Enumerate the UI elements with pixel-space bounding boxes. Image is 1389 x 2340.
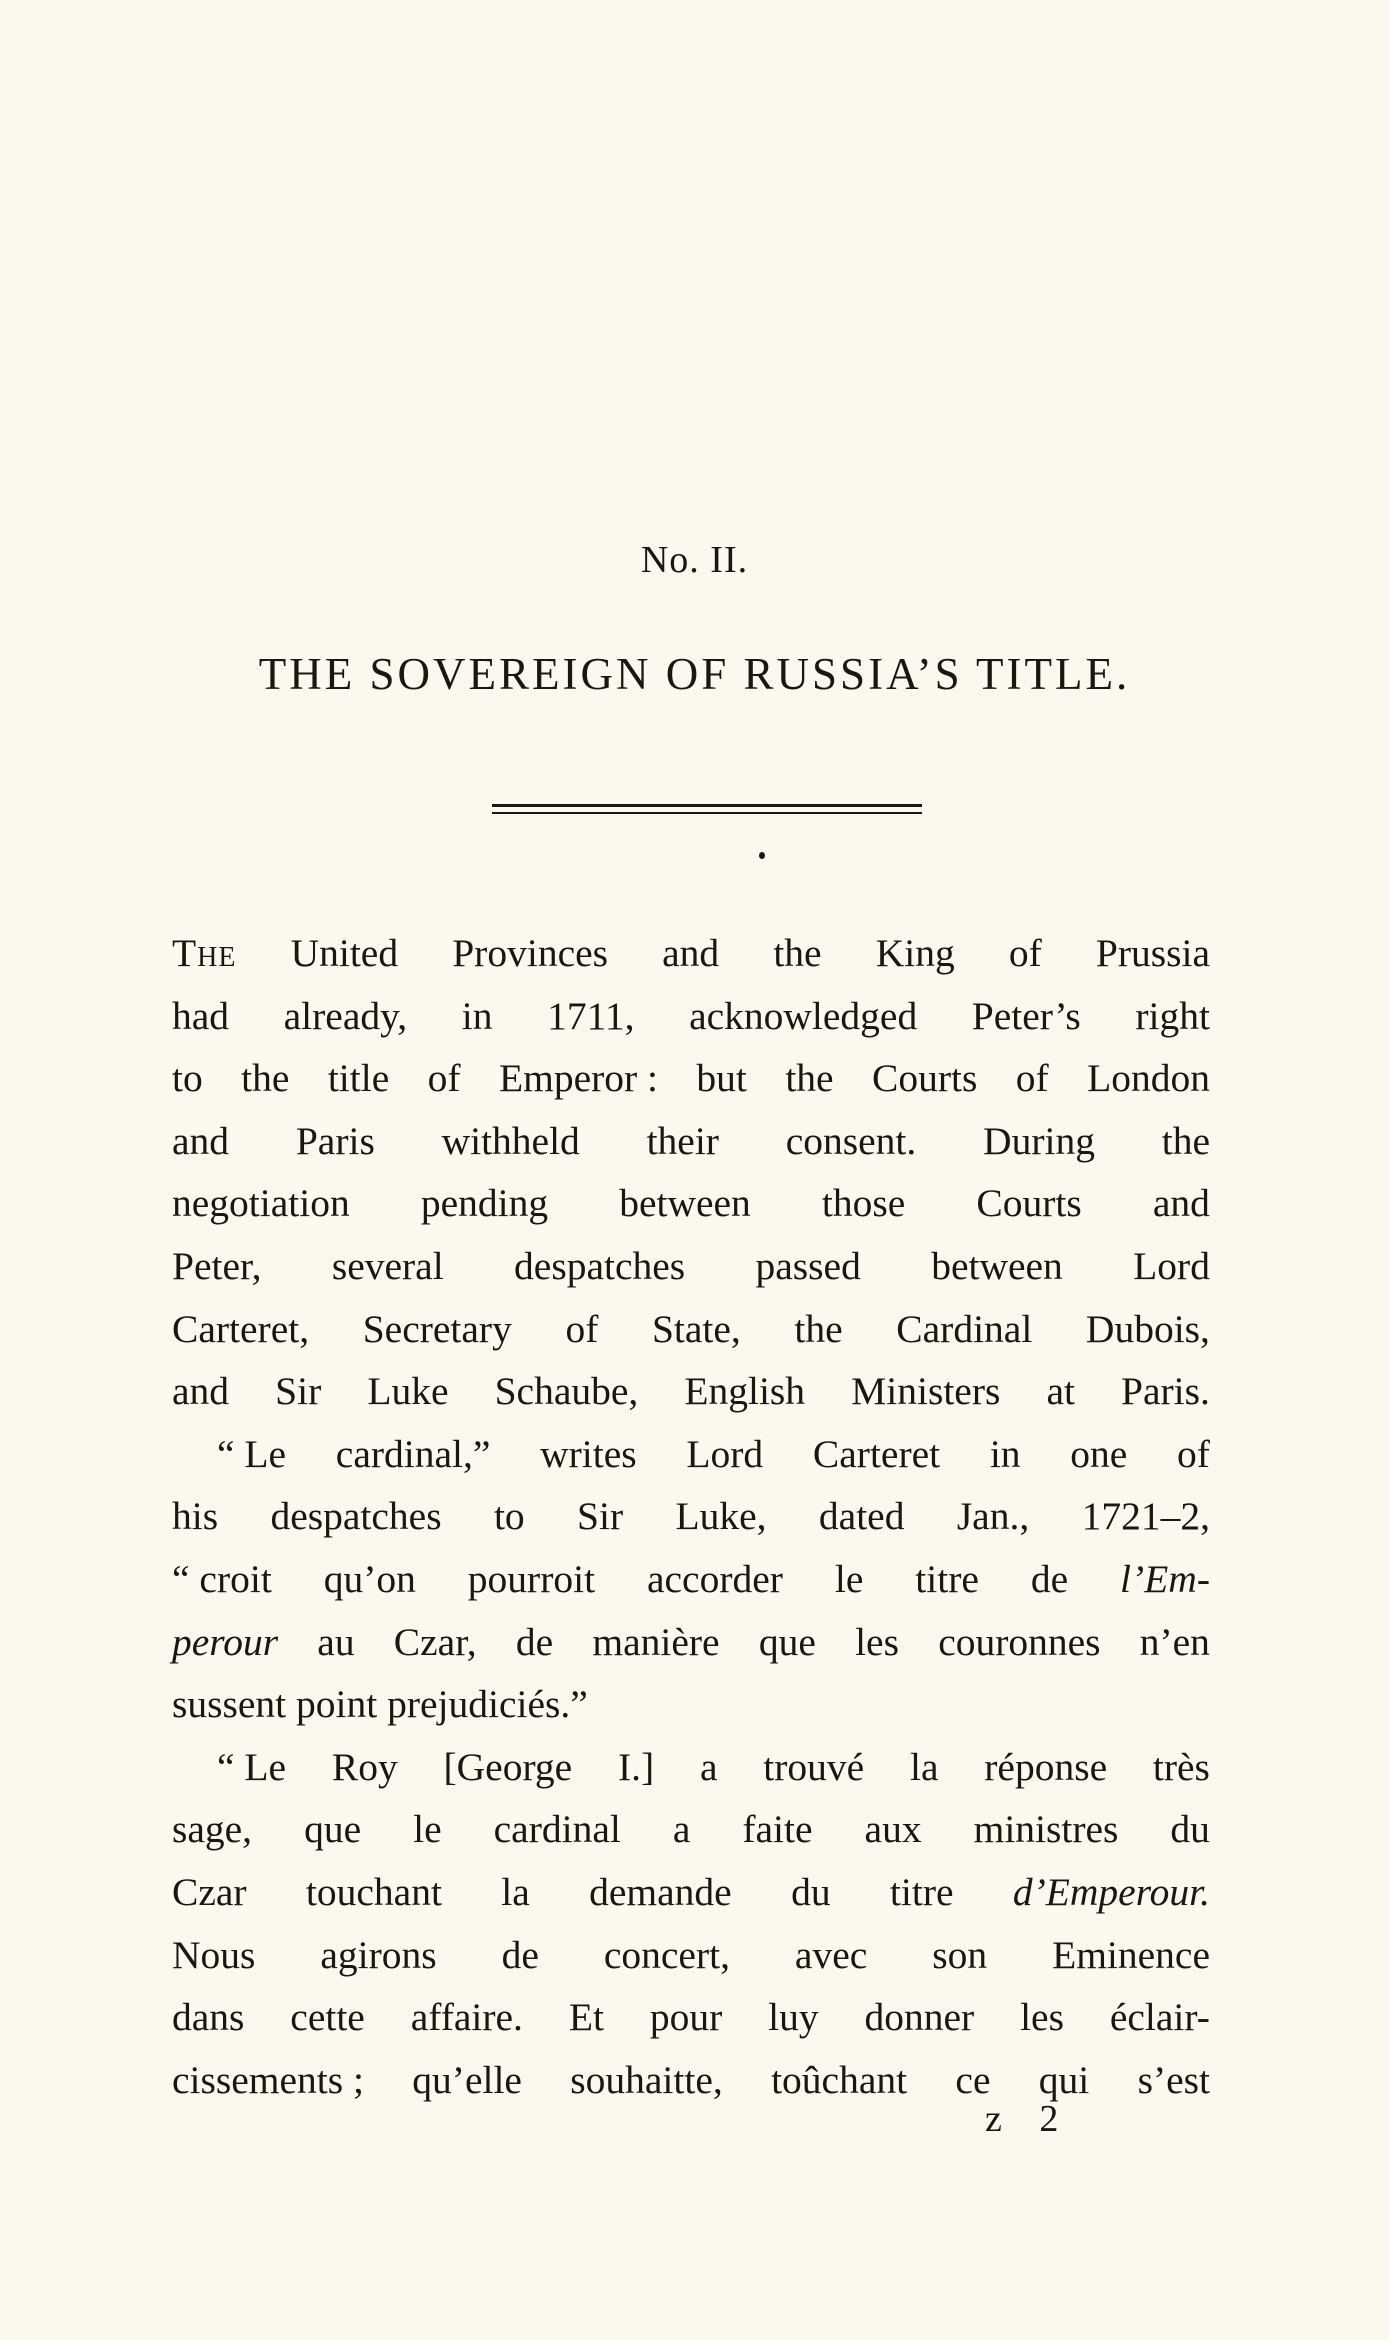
word: United	[290, 931, 399, 975]
word: “ Le	[217, 1431, 287, 1476]
word: withheld	[441, 1118, 580, 1163]
word: consent.	[785, 1118, 917, 1163]
word: had	[172, 993, 230, 1038]
word: the	[241, 1056, 290, 1101]
word: de	[501, 1932, 539, 1977]
word: son	[932, 1932, 988, 1977]
word: Czar,	[393, 1619, 477, 1664]
word: n’en	[1139, 1619, 1210, 1664]
word: King	[875, 931, 955, 975]
word: concert,	[603, 1932, 730, 1977]
word: State,	[651, 1306, 741, 1351]
text-line	[172, 1047, 1210, 1110]
text-line	[172, 1548, 1210, 1611]
signature-mark: z 2	[985, 2098, 1073, 2140]
text-line	[172, 985, 1210, 1048]
word: très	[1152, 1744, 1210, 1789]
word: to	[493, 1494, 525, 1539]
word: in	[989, 1431, 1021, 1476]
word: Peter,	[172, 1243, 262, 1288]
word: pour	[649, 1995, 723, 2040]
word: accorder	[646, 1556, 783, 1601]
word: and	[172, 1118, 230, 1163]
text-line	[172, 1423, 1210, 1486]
word: donner	[864, 1995, 975, 2040]
word: titre	[915, 1556, 979, 1601]
word: avec	[794, 1932, 868, 1977]
word: le	[413, 1807, 442, 1852]
word: qu’elle	[412, 2057, 522, 2102]
word: Sir	[577, 1494, 624, 1539]
word: au	[317, 1619, 355, 1664]
word: of	[427, 1056, 461, 1101]
word: of	[1015, 1056, 1049, 1101]
word: the	[794, 1306, 843, 1351]
word: trouvé	[763, 1744, 865, 1789]
word: Eminence	[1052, 1932, 1210, 1977]
word: toûchant	[771, 2057, 908, 2102]
word: Paris	[295, 1118, 375, 1163]
rule-line-top	[492, 804, 922, 807]
word: Carteret	[812, 1431, 941, 1476]
word: les	[855, 1619, 899, 1664]
word: and	[172, 1369, 230, 1414]
word: cardinal	[493, 1807, 621, 1852]
word: the	[1161, 1118, 1210, 1163]
word: dated	[818, 1494, 905, 1539]
word: at	[1046, 1369, 1075, 1414]
text-line	[172, 1861, 1210, 1924]
word: of	[565, 1306, 599, 1351]
word: affaire.	[410, 1995, 523, 2040]
word: qui	[1038, 2057, 1090, 2102]
word: 1711,	[547, 993, 635, 1038]
word: passed	[755, 1243, 861, 1288]
word: and	[1152, 1181, 1210, 1226]
word: Lord	[1133, 1243, 1210, 1288]
word: cissements ;	[172, 2057, 364, 2102]
double-rule-divider	[492, 804, 922, 818]
word: Nous	[172, 1932, 256, 1977]
word: but	[696, 1056, 747, 1101]
word: Courts	[871, 1056, 978, 1101]
word: and	[662, 931, 720, 975]
word: sussent point prejudiciés.”	[172, 1682, 588, 1727]
word: Secretary	[362, 1306, 512, 1351]
ink-dot	[759, 852, 765, 859]
text-line	[172, 1485, 1210, 1548]
word: a	[672, 1807, 691, 1852]
word: acknowledged	[689, 993, 918, 1038]
word: que	[758, 1619, 816, 1664]
word: of	[1177, 1431, 1210, 1476]
word: to	[172, 1056, 203, 1101]
word: cette	[290, 1995, 365, 2040]
word: Luke,	[675, 1494, 767, 1539]
text-line	[172, 1736, 1210, 1799]
word: During	[983, 1118, 1095, 1163]
rule-line-bottom	[492, 812, 922, 814]
word: Sir	[275, 1369, 322, 1414]
word: pending	[420, 1181, 549, 1226]
word: those	[821, 1181, 906, 1226]
word: the	[785, 1056, 834, 1101]
word: du	[791, 1869, 831, 1914]
word: a	[699, 1744, 718, 1789]
word: 1721–2,	[1081, 1494, 1210, 1539]
text-line	[172, 1360, 1210, 1423]
word: cardinal,”	[335, 1431, 491, 1476]
text-line	[172, 1172, 1210, 1235]
word: Peter’s	[971, 993, 1081, 1038]
word: de	[515, 1619, 554, 1664]
word: Carteret,	[172, 1306, 310, 1351]
word: agirons	[320, 1932, 437, 1977]
word: Ministers	[851, 1369, 1001, 1414]
word: English	[684, 1369, 806, 1414]
word: dans	[172, 1995, 245, 2040]
word: de	[1030, 1556, 1069, 1601]
word: aux	[864, 1807, 922, 1852]
word: Emperor :	[498, 1056, 659, 1101]
text-line	[172, 1798, 1210, 1861]
word: Luke	[367, 1369, 449, 1414]
word: souhaitte,	[570, 2057, 723, 2102]
appendix-number: No. II.	[640, 539, 749, 581]
text-line	[172, 1924, 1210, 1987]
word: l’Em-	[1120, 1556, 1210, 1601]
word: Et	[568, 1995, 604, 2040]
word: writes	[540, 1431, 637, 1476]
word: demande	[589, 1869, 732, 1914]
text-line	[172, 1611, 1210, 1674]
word: Roy	[331, 1744, 398, 1789]
word: luy	[768, 1995, 819, 2040]
word: sage,	[172, 1807, 253, 1852]
word: Lord	[686, 1431, 764, 1476]
word: [George	[443, 1744, 573, 1789]
word: between	[619, 1181, 751, 1226]
word: London	[1087, 1056, 1210, 1101]
word: between	[931, 1243, 1063, 1288]
word: s’est	[1137, 2057, 1210, 2102]
word: despatches	[270, 1494, 442, 1539]
word: their	[646, 1118, 719, 1163]
word: d’Emperour.	[1012, 1869, 1210, 1914]
word: right	[1135, 993, 1210, 1038]
word: réponse	[984, 1744, 1108, 1789]
text-line	[172, 1298, 1210, 1361]
word: du	[1170, 1807, 1210, 1852]
word: negotiation	[172, 1181, 350, 1226]
word: the	[773, 931, 822, 975]
word: despatches	[514, 1243, 686, 1288]
word: title	[327, 1056, 390, 1101]
word: Schaube,	[494, 1369, 639, 1414]
text-line	[172, 1235, 1210, 1298]
word: Provinces	[452, 931, 609, 975]
word: que	[304, 1807, 362, 1852]
word: one	[1070, 1431, 1128, 1476]
word: titre	[889, 1869, 954, 1914]
word: faite	[742, 1807, 813, 1852]
word: manière	[592, 1619, 720, 1664]
word: le	[834, 1556, 864, 1601]
word: Paris.	[1121, 1369, 1210, 1414]
word: The	[172, 931, 237, 975]
text-line	[172, 1986, 1210, 2049]
body-paragraphs	[172, 922, 1210, 2111]
word: Prussia	[1095, 931, 1210, 975]
word: Cardinal	[896, 1306, 1033, 1351]
word: Courts	[976, 1181, 1082, 1226]
word: couronnes	[938, 1619, 1101, 1664]
word: ministres	[973, 1807, 1119, 1852]
word: la	[501, 1869, 530, 1914]
word: perour	[172, 1619, 279, 1664]
word: éclair-	[1109, 1995, 1210, 2040]
word: Czar	[172, 1869, 247, 1914]
word: his	[172, 1494, 219, 1539]
word: pourroit	[467, 1556, 596, 1601]
text-line	[172, 1673, 1210, 1736]
word: “ croit	[172, 1556, 272, 1601]
word: ce	[955, 2057, 991, 2102]
word: touchant	[305, 1869, 442, 1914]
word: qu’on	[323, 1556, 416, 1601]
page-title: THE SOVEREIGN OF RUSSIA’S TITLE.	[258, 649, 1131, 699]
text-line	[172, 922, 1210, 985]
word: Dubois,	[1085, 1306, 1210, 1351]
word: already,	[283, 993, 408, 1038]
text-line	[172, 1110, 1210, 1173]
word: I.]	[617, 1744, 655, 1789]
word: les	[1020, 1995, 1064, 2040]
word: in	[461, 993, 493, 1038]
word: of	[1008, 931, 1042, 975]
word: Jan.,	[956, 1494, 1030, 1539]
word: la	[909, 1744, 939, 1789]
word: several	[331, 1243, 444, 1288]
word: “ Le	[217, 1744, 287, 1789]
